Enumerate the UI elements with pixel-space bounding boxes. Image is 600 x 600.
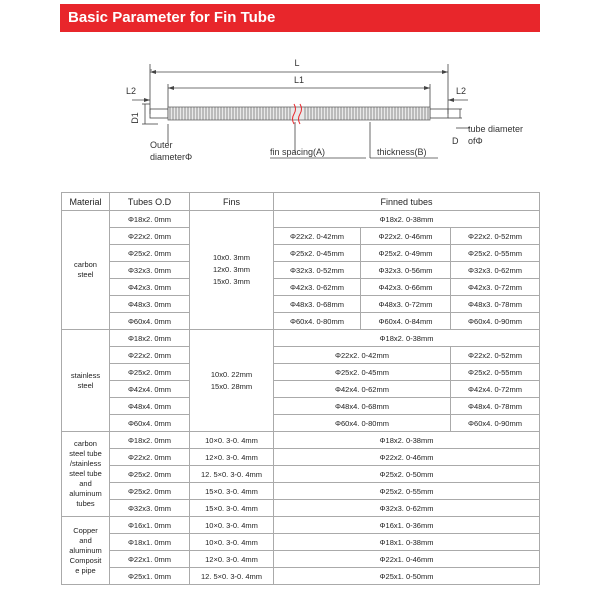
finned-tube-cell: Φ25x2. 0-45mm — [274, 245, 361, 262]
table-row — [62, 415, 540, 432]
finned-tube-cell: Φ42x4. 0-62mm — [274, 381, 451, 398]
finned-tube-cell: Φ60x4. 0-90mm — [451, 313, 540, 330]
table-row — [62, 228, 540, 245]
finned-tube-cell: Φ25x2. 0-49mm — [361, 245, 451, 262]
tube-od-cell: Φ18x2. 0mm — [110, 330, 190, 347]
finned-tube-cell: Φ25x2. 0-55mm — [274, 483, 540, 500]
finned-tube-cell: Φ25x2. 0-50mm — [274, 466, 540, 483]
tube-od-cell: Φ32x3. 0mm — [110, 500, 190, 517]
table-row — [62, 398, 540, 415]
label-fin-spacing: fin spacing(A) — [270, 147, 326, 157]
finned-tube-cell: Φ18x1. 0-38mm — [274, 534, 540, 551]
finned-tube-cell: Φ25x2. 0-55mm — [451, 364, 540, 381]
label-outer-diameter: diameterΦ — [150, 152, 193, 162]
tube-od-cell: Φ16x1. 0mm — [110, 517, 190, 534]
finned-tube-cell: Φ18x2. 0-38mm — [274, 432, 540, 449]
fins-cell: 15×0. 3-0. 4mm — [190, 500, 274, 517]
label-of-phi: ofΦ — [468, 136, 483, 146]
finned-tube-cell: Φ22x2. 0-52mm — [451, 347, 540, 364]
fins-cell: 12. 5×0. 3-0. 4mm — [190, 568, 274, 585]
table-row — [62, 211, 540, 228]
table-row — [62, 500, 540, 517]
label-d: D — [452, 136, 459, 146]
tube-od-cell: Φ25x2. 0mm — [110, 466, 190, 483]
table-row — [62, 296, 540, 313]
tube-od-cell: Φ18x2. 0mm — [110, 211, 190, 228]
label-l1: L1 — [293, 75, 305, 85]
label-l: L — [294, 58, 300, 68]
table-row — [62, 534, 540, 551]
finned-tube-cell: Φ22x2. 0-52mm — [451, 228, 540, 245]
finned-tube-cell: Φ60x4. 0-84mm — [361, 313, 451, 330]
table-row — [62, 466, 540, 483]
material-copper-aluminum: Copper and aluminum Composit e pipe — [62, 517, 110, 585]
tube-od-cell: Φ22x2. 0mm — [110, 228, 190, 245]
table-row — [62, 245, 540, 262]
table-row — [62, 262, 540, 279]
header-tubes-od: Tubes O.D — [110, 193, 190, 211]
tube-od-cell: Φ25x1. 0mm — [110, 568, 190, 585]
tube-od-cell: Φ25x2. 0mm — [110, 483, 190, 500]
table-row — [62, 279, 540, 296]
finned-tube-cell: Φ42x3. 0-66mm — [361, 279, 451, 296]
tube-od-cell: Φ22x1. 0mm — [110, 551, 190, 568]
finned-tube-cell: Φ22x1. 0-46mm — [274, 551, 540, 568]
table-row — [62, 347, 540, 364]
fins-cell: 12×0. 3-0. 4mm — [190, 449, 274, 466]
fin-tube-diagram — [0, 52, 600, 180]
fins-cell: 12. 5×0. 3-0. 4mm — [190, 466, 274, 483]
tube-od-cell: Φ42x3. 0mm — [110, 279, 190, 296]
tube-od-cell: Φ18x2. 0mm — [110, 432, 190, 449]
finned-tube-cell: Φ22x2. 0-46mm — [274, 449, 540, 466]
label-thickness: thickness(B) — [377, 147, 427, 157]
finned-tube-cell: Φ32x3. 0-52mm — [274, 262, 361, 279]
finned-tube-cell: Φ42x4. 0-72mm — [451, 381, 540, 398]
label-l2-right: L2 — [456, 86, 467, 96]
material-stainless-steel: stainless steel — [62, 330, 110, 432]
finned-tube-cell: Φ16x1. 0-36mm — [274, 517, 540, 534]
finned-tube-cell: Φ60x4. 0-80mm — [274, 313, 361, 330]
table-row — [62, 517, 540, 534]
finned-tube-cell: Φ22x2. 0-46mm — [361, 228, 451, 245]
tube-od-cell: Φ60x4. 0mm — [110, 313, 190, 330]
section-title-banner — [60, 4, 540, 32]
finned-tube-cell: Φ48x3. 0-68mm — [274, 296, 361, 313]
finned-tube-cell: Φ18x2. 0-38mm — [274, 330, 540, 347]
finned-tube-cell: Φ42x3. 0-62mm — [274, 279, 361, 296]
fins-carbon-steel: 10x0. 3mm 12x0. 3mm 15x0. 3mm — [190, 211, 274, 330]
finned-tube-cell: Φ60x4. 0-80mm — [274, 415, 451, 432]
table-row — [62, 449, 540, 466]
table-row — [62, 432, 540, 449]
tube-od-cell: Φ22x2. 0mm — [110, 347, 190, 364]
material-mixed-tubes: carbon steel tube /stainless steel tube and aluminum tubes — [62, 432, 110, 517]
finned-tube-cell: Φ42x3. 0-72mm — [451, 279, 540, 296]
table-row — [62, 568, 540, 585]
material-carbon-steel: carbon steel — [62, 211, 110, 330]
parameter-table-container — [61, 192, 539, 585]
fins-cell: 10×0. 3-0. 4mm — [190, 517, 274, 534]
tube-od-cell: Φ48x3. 0mm — [110, 296, 190, 313]
tube-od-cell: Φ32x3. 0mm — [110, 262, 190, 279]
finned-tube-cell: Φ22x2. 0-42mm — [274, 228, 361, 245]
header-finned-tubes: Finned tubes — [274, 193, 540, 211]
finned-tube-cell: Φ48x4. 0-78mm — [451, 398, 540, 415]
table-row — [62, 364, 540, 381]
tube-od-cell: Φ42x4. 0mm — [110, 381, 190, 398]
fins-cell: 15×0. 3-0. 4mm — [190, 483, 274, 500]
finned-tube-cell: Φ60x4. 0-90mm — [451, 415, 540, 432]
fins-cell: 10×0. 3-0. 4mm — [190, 534, 274, 551]
label-outer: Outer — [150, 140, 173, 150]
finned-tube-cell: Φ48x3. 0-78mm — [451, 296, 540, 313]
finned-tube-cell: Φ18x2. 0-38mm — [274, 211, 540, 228]
tube-od-cell: Φ18x1. 0mm — [110, 534, 190, 551]
finned-tube-cell: Φ48x3. 0-72mm — [361, 296, 451, 313]
fins-cell: 12×0. 3-0. 4mm — [190, 551, 274, 568]
tube-od-cell: Φ25x2. 0mm — [110, 245, 190, 262]
finned-tube-cell: Φ25x2. 0-55mm — [451, 245, 540, 262]
table-row — [62, 551, 540, 568]
finned-tube-cell: Φ48x4. 0-68mm — [274, 398, 451, 415]
label-l2-left: L2 — [126, 86, 137, 96]
header-fins: Fins — [190, 193, 274, 211]
finned-tube-cell: Φ22x2. 0-42mm — [274, 347, 451, 364]
section-title: Basic Parameter for Fin Tube — [68, 9, 276, 26]
tube-od-cell: Φ48x4. 0mm — [110, 398, 190, 415]
finned-tube-cell: Φ32x3. 0-56mm — [361, 262, 451, 279]
finned-tube-cell: Φ32x3. 0-62mm — [451, 262, 540, 279]
finned-tube-cell: Φ32x3. 0-62mm — [274, 500, 540, 517]
tube-od-cell: Φ60x4. 0mm — [110, 415, 190, 432]
label-d1: D1 — [130, 112, 140, 124]
table-row — [62, 483, 540, 500]
finned-tube-cell: Φ25x2. 0-45mm — [274, 364, 451, 381]
label-tube-diameter: tube diameter — [468, 124, 524, 134]
fins-stainless-steel: 10x0. 22mm 15x0. 28mm — [190, 330, 274, 432]
finned-tube-cell: Φ25x1. 0-50mm — [274, 568, 540, 585]
tube-od-cell: Φ25x2. 0mm — [110, 364, 190, 381]
table-row — [62, 330, 540, 347]
header-row — [62, 193, 540, 211]
table-row — [62, 381, 540, 398]
table-row — [62, 313, 540, 330]
header-material: Material — [62, 193, 110, 211]
parameter-table — [61, 192, 540, 585]
tube-od-cell: Φ22x2. 0mm — [110, 449, 190, 466]
fins-cell: 10×0. 3-0. 4mm — [190, 432, 274, 449]
